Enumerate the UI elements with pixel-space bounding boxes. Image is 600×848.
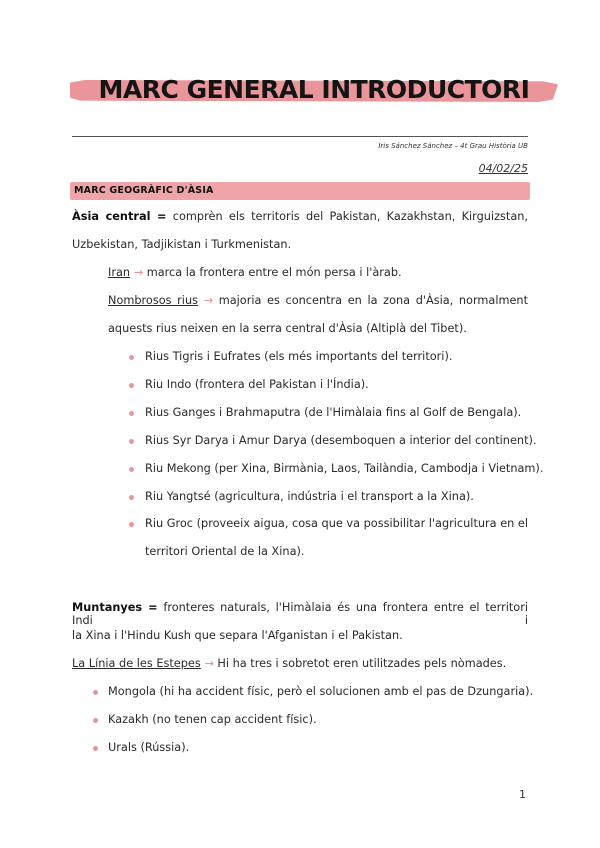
bullet-icon [129, 411, 134, 416]
bullet-icon [93, 746, 98, 751]
list-item: Riu Mekong (per Xina, Birmània, Laos, Tailàndia, Cambodja i Vietnam). [145, 462, 544, 475]
list-item: Riu Yangtsé (agricultura, indústria i el transport a la Xina). [145, 490, 474, 503]
bullet-icon [93, 718, 98, 723]
list-item: Rius Ganges i Brahmaputra (de l'Himàlaia fins al Golf de Bengala). [145, 406, 522, 419]
list-item: Rius Tigris i Eufrates (els més importants del territori). [145, 350, 453, 363]
section-title: MARC GEOGRÀFIC D'ÀSIA [74, 185, 214, 196]
rius-term: Nombrosos rius [108, 294, 198, 307]
list-item: Riu Indo (frontera del Pakistan i l'Índia). [145, 378, 369, 391]
arrow-icon: → [204, 657, 214, 670]
arrow-icon: → [203, 294, 214, 307]
iran-text: marca la frontera entre el món persa i l'àrab. [146, 266, 402, 279]
rius-line2: aquests rius neixen en la serra central d'Àsia (Altiplà del Tibet). [108, 322, 467, 335]
list-item: Kazakh (no tenen cap accident físic). [108, 713, 317, 726]
bullet-icon [129, 495, 134, 500]
bullet-icon [129, 383, 134, 388]
title-area [70, 72, 558, 112]
title-divider [72, 136, 528, 137]
asia-central-term: Àsia central = [72, 210, 167, 223]
rius-line1 [108, 294, 528, 307]
asia-central-line2: Uzbekistan, Tadjikistan i Turkmenistan. [72, 238, 292, 251]
rius-text: majoria es concentra en la zona d'Àsia, normalment [218, 294, 529, 307]
mountains-term: Muntanyes = [72, 601, 158, 614]
date: 04/02/25 [478, 162, 528, 175]
asia-central-text: comprèn els territoris del Pakistan, Kazakhstan, Kirguizstan, [172, 210, 529, 223]
page-number: 1 [519, 788, 526, 801]
mountains-paragraph [72, 601, 528, 627]
arrow-icon: → [133, 266, 144, 279]
section-header [70, 182, 530, 200]
mountains-text: fronteres naturals, l'Himàlaia és una frontera entre el territori Indi i [72, 601, 528, 627]
bullet-icon [93, 690, 98, 695]
iran-term: Iran [108, 266, 131, 279]
steppe-term: La Línia de les Estepes [72, 657, 201, 670]
mountains-line2: la Xina i l'Hindu Kush que separa l'Afganistan i el Pakistan. [72, 629, 403, 642]
list-item: Rius Syr Darya i Amur Darya (desemboquen a interior del continent). [145, 434, 537, 447]
bullet-icon [129, 355, 134, 360]
bullet-icon [129, 439, 134, 444]
steppe-text: Hi ha tres i sobretot eren utilitzades pels nòmades. [217, 657, 507, 670]
page-title: MARC GENERAL INTRODUCTORI [98, 75, 530, 104]
list-item: Riu Groc (proveeix aigua, cosa que va possibilitar l'agricultura en el [145, 517, 528, 530]
steppe-line [72, 657, 506, 670]
iran-line [108, 266, 402, 279]
bullet-icon [129, 467, 134, 472]
bullet-icon [129, 522, 134, 527]
asia-central-paragraph [72, 210, 528, 223]
author-line: Iris Sánchez Sánchez – 4t Grau Història UB [378, 142, 528, 150]
list-item-continuation: territori Oriental de la Xina). [145, 545, 305, 558]
list-item: Urals (Rússia). [108, 741, 190, 754]
list-item: Mongola (hi ha accident físic, però el solucionen amb el pas de Dzungaria). [108, 685, 534, 698]
